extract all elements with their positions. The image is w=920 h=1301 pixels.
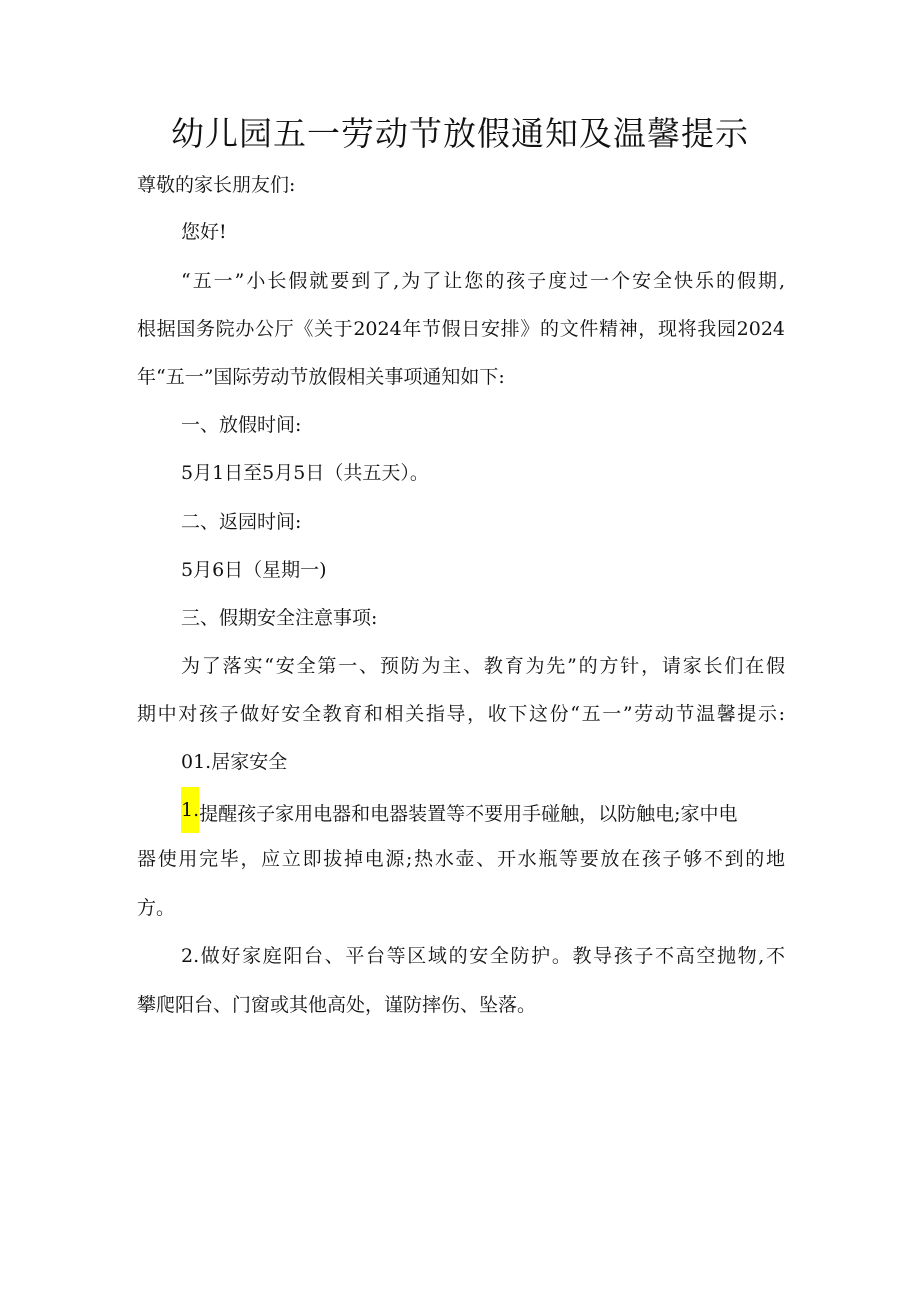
section-2-heading: 二、返园时间:	[181, 511, 302, 533]
item-1-line-1: 提醒孩子家用电器和电器装置等不要用手碰触，以防触电;家中电	[199, 803, 738, 825]
intro-line-3: 年“五一”国际劳动节放假相关事项通知如下:	[137, 366, 505, 388]
intro-line-2: 根据国务院办公厅《关于2024年节假日安排》的文件精神，现将我园2024	[137, 318, 785, 340]
greeting: 尊敬的家长朋友们:	[137, 174, 296, 196]
item-2-line-1: 2.做好家庭阳台、平台等区域的安全防护。教导孩子不高空抛物,不	[181, 945, 785, 967]
item-2-line-2: 攀爬阳台、门窗或其他高处，谨防摔伤、坠落。	[137, 994, 537, 1016]
section-1-heading: 一、放假时间:	[181, 414, 302, 436]
safety-line-1: 为了落实“安全第一、预防为主、教育为先”的方针，请家长们在假	[181, 655, 785, 677]
section-1-text: 5月1日至5月5日（共五天）。	[181, 462, 429, 484]
intro-line-1: “五一”小长假就要到了,为了让您的孩子度过一个安全快乐的假期,	[181, 270, 785, 292]
item-1-line-3: 方。	[137, 897, 176, 919]
item-1-number-highlight: 1.	[181, 787, 199, 833]
subsection-heading: 01.居家安全	[181, 751, 288, 773]
section-3-heading: 三、假期安全注意事项:	[181, 607, 378, 629]
hello: 您好!	[181, 221, 227, 243]
safety-line-2: 期中对孩子做好安全教育和相关指导，收下这份“五一”劳动节温馨提示:	[137, 703, 785, 725]
item-1-line-1-row	[181, 797, 785, 833]
document-title: 幼儿园五一劳动节放假通知及温馨提示	[171, 114, 749, 153]
item-1-line-2: 器使用完毕，应立即拔掉电源;热水壶、开水瓶等要放在孩子够不到的地	[137, 848, 785, 870]
section-2-text: 5月6日（星期一)	[181, 559, 327, 581]
